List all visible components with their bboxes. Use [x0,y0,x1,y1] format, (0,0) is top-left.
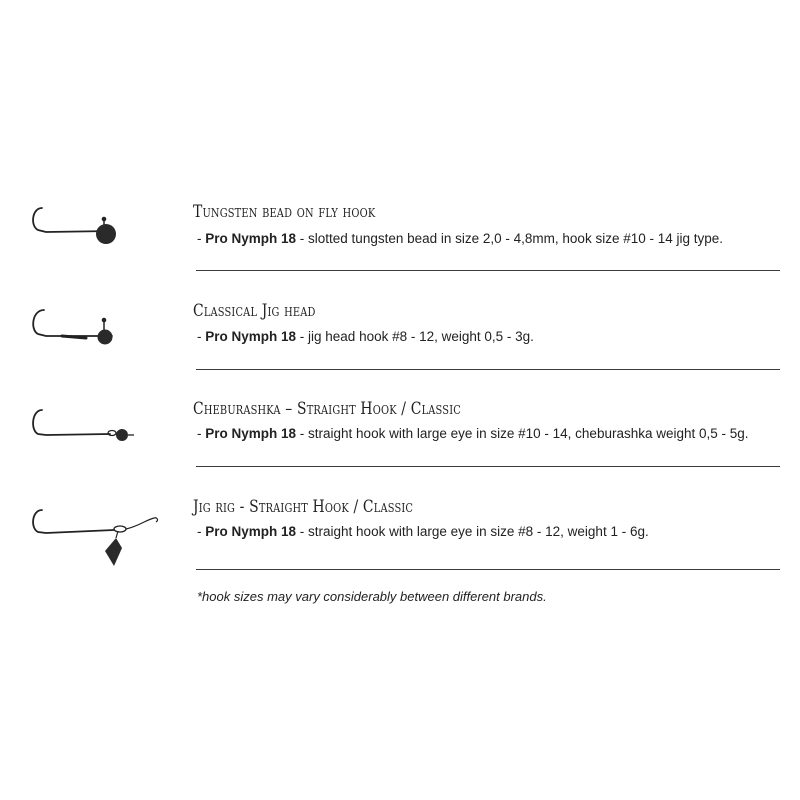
jig-head-hook-icon [24,300,134,355]
tungsten-bead-hook-icon [24,200,134,255]
rig-description: - Pro Nymph 18 - straight hook with large eye in size #10 - 14, cheburashka weight 0,5 - 5g. [197,426,749,441]
brand-name: Pro Nymph 18 [205,231,297,246]
rig-title: Classical Jig head [193,301,316,321]
jig-rig-hook-icon [24,500,164,570]
brand-name: Pro Nymph 18 [205,524,297,539]
divider [196,466,780,467]
rig-title: Cheburashka – Straight Hook / Classic [193,399,461,419]
cheburashka-hook-icon [24,400,139,450]
brand-name: Pro Nymph 18 [205,426,297,441]
divider [196,569,780,570]
rig-description: - Pro Nymph 18 - jig head hook #8 - 12, weight 0,5 - 3g. [197,329,534,344]
divider [196,270,780,271]
rig-title: Tungsten bead on fly hook [193,202,376,222]
footnote: *hook sizes may vary considerably between different brands. [197,589,547,604]
divider [196,369,780,370]
rig-title: Jig rig - Straight Hook / Classic [193,497,414,517]
rig-description: - Pro Nymph 18 - straight hook with large eye in size #8 - 12, weight 1 - 6g. [197,524,649,539]
rig-description: - Pro Nymph 18 - slotted tungsten bead in size 2,0 - 4,8mm, hook size #10 - 14 jig type. [197,231,724,246]
brand-name: Pro Nymph 18 [205,329,297,344]
